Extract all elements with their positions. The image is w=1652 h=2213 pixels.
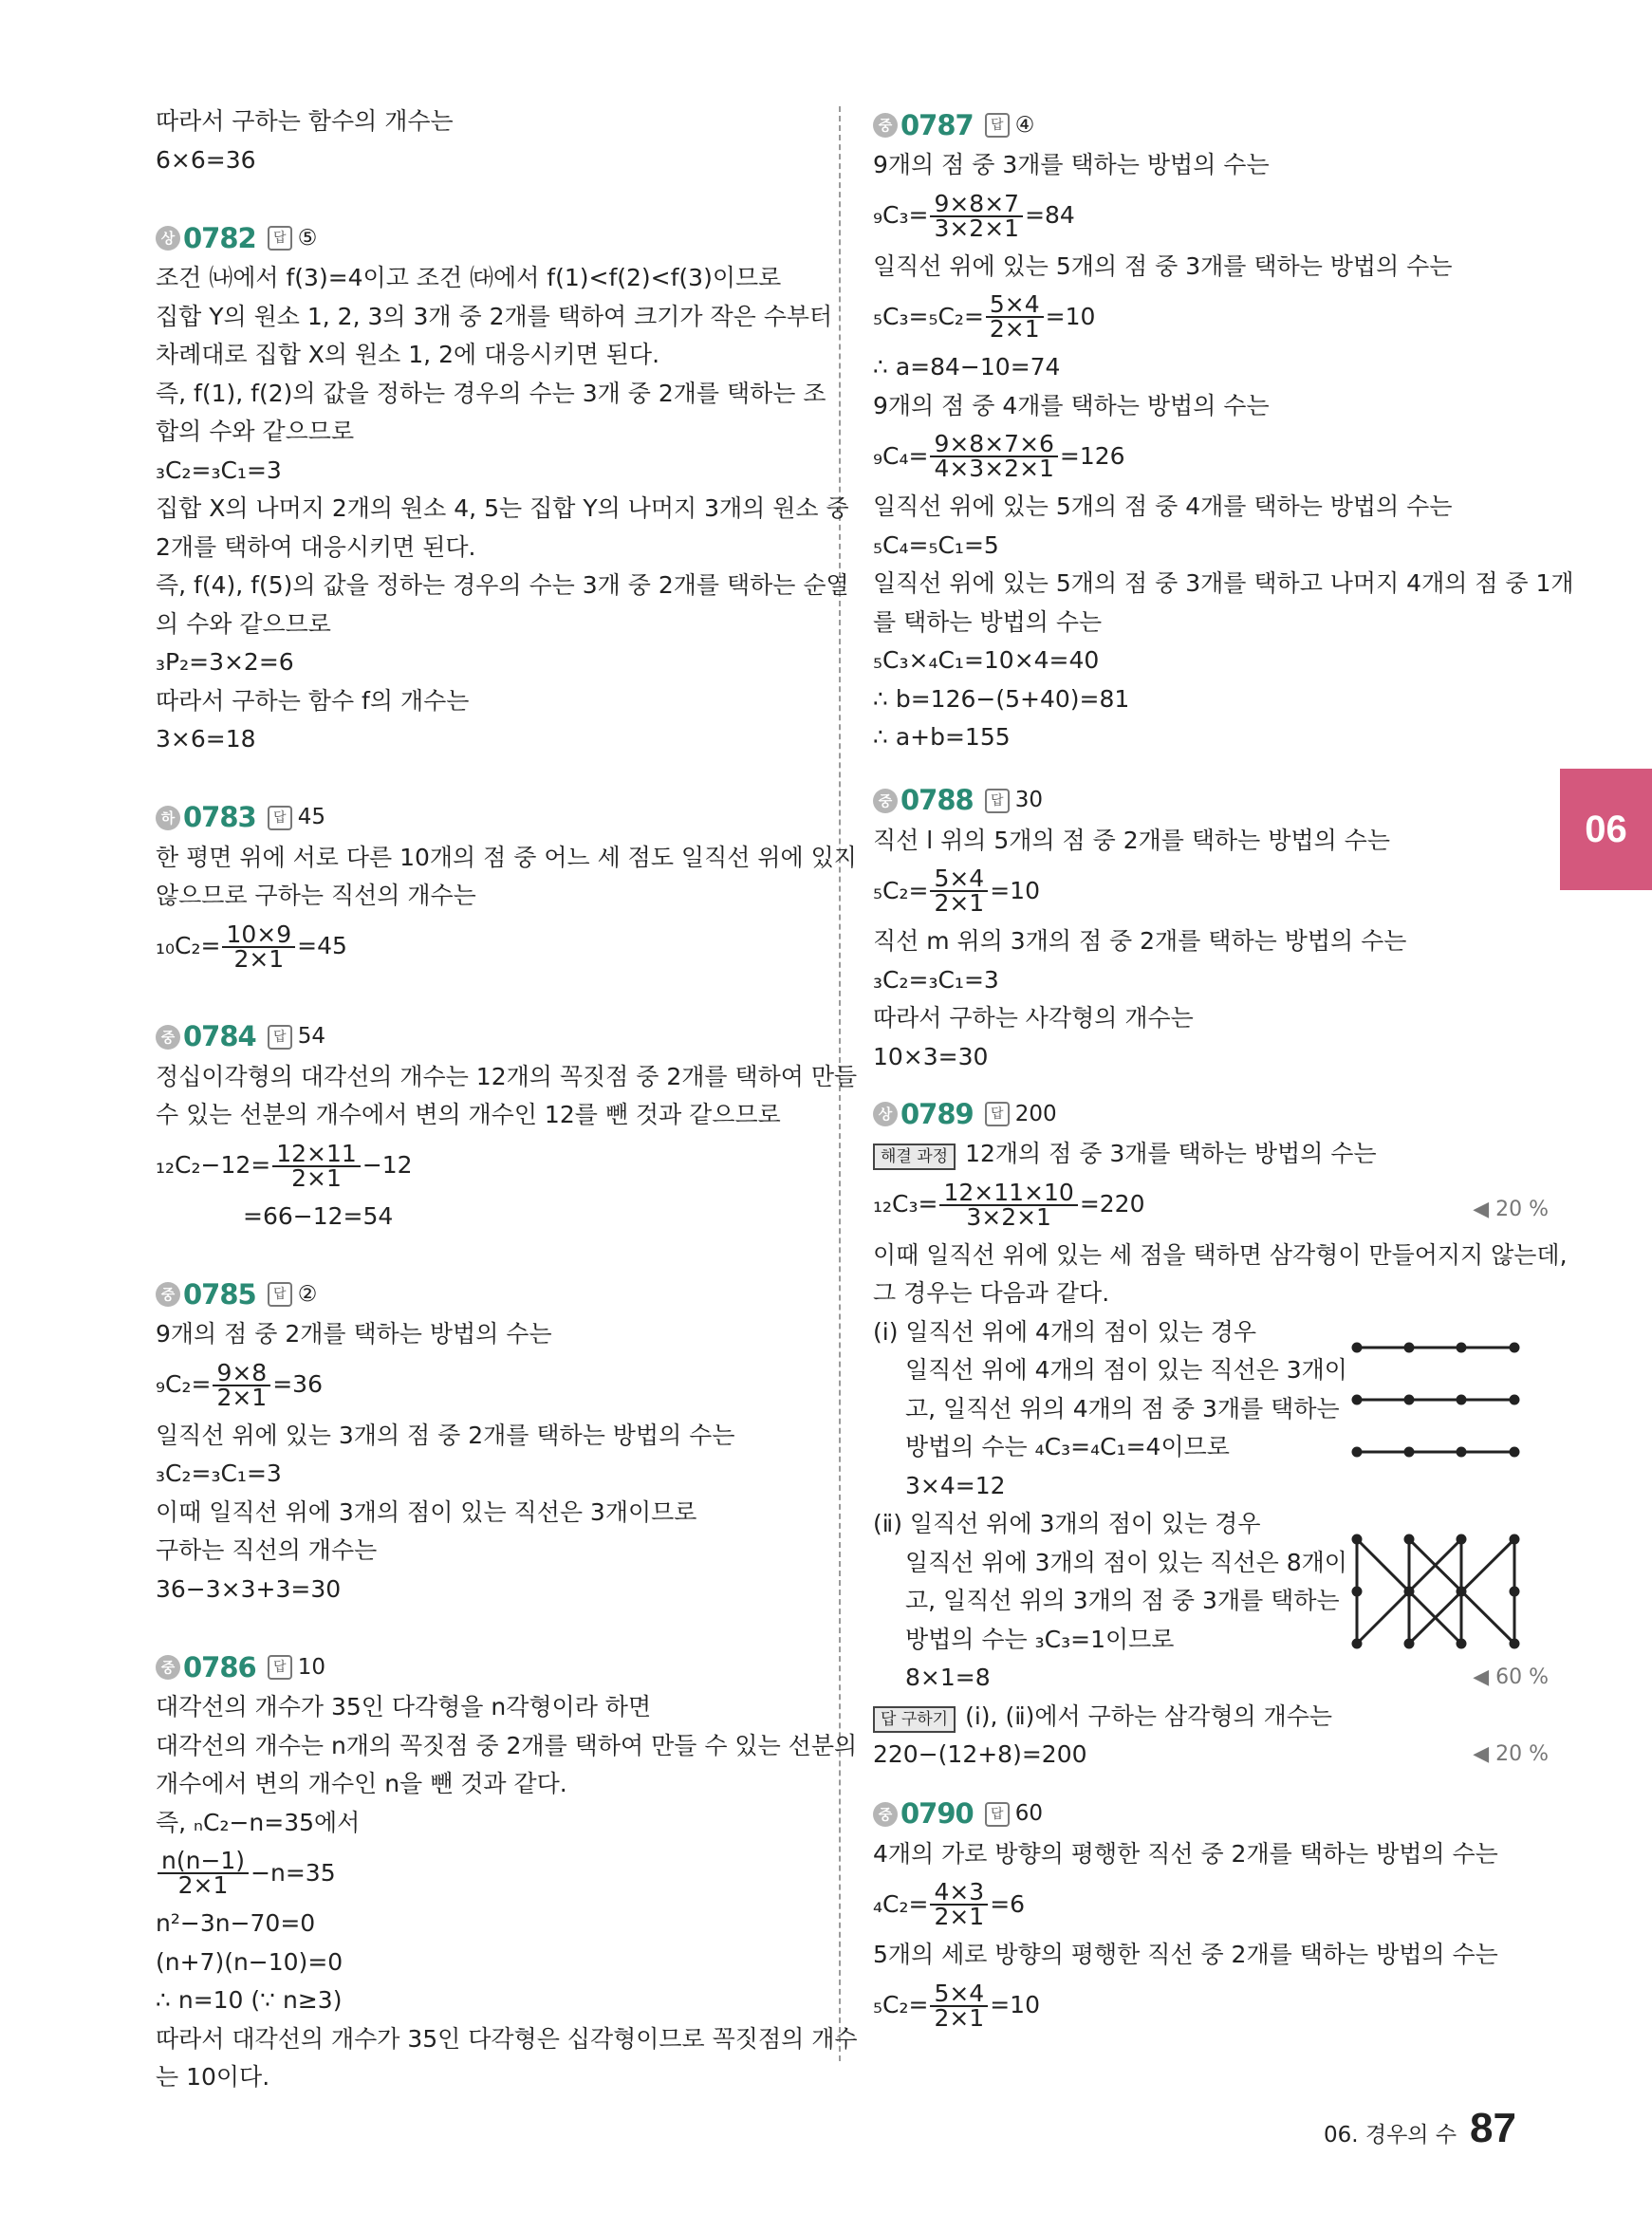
text-line: 3×4=12 — [905, 1471, 1006, 1499]
text-line: 일직선 위에 있는 5개의 점 중 3개를 택하는 방법의 수는 — [873, 251, 1453, 280]
denominator: 2×1 — [291, 1163, 342, 1192]
eq-rhs: =220 — [1079, 1190, 1145, 1218]
answer-icon: 답 — [268, 226, 292, 251]
problem-header-0789 — [873, 1093, 1528, 1135]
denominator: 2×1 — [177, 1871, 229, 1899]
eq-lhs: ₅C₃=₅C₂= — [873, 302, 984, 330]
answer-value: ⑤ — [297, 225, 318, 251]
text-line: 정십이각형의 대각선의 개수는 12개의 꼭짓점 중 2개를 택하여 만들 — [156, 1062, 858, 1090]
step-tag: 해결 과정 — [873, 1144, 956, 1170]
text-line: ₃C₂=₃C₁=3 — [156, 1460, 282, 1487]
answer-icon: 답 — [985, 1102, 1010, 1126]
numerator: 9×8×7 — [930, 193, 1023, 217]
equation — [156, 1137, 810, 1196]
text-line: 직선 l 위의 5개의 점 중 2개를 택하는 방법의 수는 — [873, 826, 1390, 854]
denominator: 2×1 — [233, 944, 285, 973]
text-line: 일직선 위에 있는 3개의 점 중 2개를 택하는 방법의 수는 — [156, 1421, 735, 1449]
text-line: 의 수와 같으므로 — [156, 609, 331, 638]
fraction — [930, 1878, 988, 1930]
numerator: 5×4 — [930, 1982, 988, 2007]
problem-header-0783 — [156, 797, 810, 839]
fraction — [939, 1178, 1077, 1231]
problem-header-0788 — [873, 780, 1528, 822]
answer-icon: 답 — [268, 1025, 292, 1050]
equation — [873, 1875, 1528, 1934]
numerator: 9×8×7×6 — [930, 433, 1057, 457]
text-line: 방법의 수는 ₃C₃=1이므로 — [905, 1625, 1175, 1653]
text-line: 고, 일직선 위의 4개의 점 중 3개를 택하는 — [905, 1394, 1340, 1423]
text-line — [873, 1698, 1528, 1737]
numerator: n(n−1) — [158, 1850, 249, 1874]
text-line: 따라서 구하는 함수의 개수는 — [156, 107, 454, 135]
text-line: ₃P₂=3×2=6 — [156, 648, 294, 676]
text-line: 9개의 점 중 2개를 택하는 방법의 수는 — [156, 1320, 552, 1348]
numerator: 9×8 — [213, 1362, 270, 1386]
text-line: 대각선의 개수는 n개의 꼭짓점 중 2개를 택하여 만들 수 있는 선분의 — [156, 1731, 858, 1759]
eq-lhs: ₁₀C₂= — [156, 932, 221, 960]
eq-lhs: ₉C₂= — [156, 1370, 212, 1399]
answer-value: 30 — [1014, 788, 1043, 813]
eq-rhs: =10 — [990, 876, 1040, 904]
score-percent: ◀ 20 % — [1473, 1742, 1549, 1766]
text-line: 4개의 가로 방향의 평행한 직선 중 2개를 택하는 방법의 수는 — [873, 1839, 1498, 1868]
eq-rhs: =84 — [1025, 201, 1075, 230]
fraction — [222, 920, 295, 973]
equation — [156, 1844, 810, 1903]
page-footer — [1324, 2105, 1516, 2152]
eq-lhs: ₄C₂= — [873, 1889, 929, 1918]
text-span: 12개의 점 중 3개를 택하는 방법의 수는 — [965, 1140, 1377, 1167]
eq-rhs: =126 — [1059, 441, 1125, 470]
eq-lhs: ₉C₃= — [873, 201, 929, 230]
eq-lhs: ₁₂C₃= — [873, 1190, 938, 1218]
level-badge: 상 — [156, 226, 180, 251]
equation — [873, 862, 1528, 921]
equation — [873, 187, 1528, 246]
numerator: 12×11 — [272, 1143, 361, 1167]
right-column — [873, 104, 1574, 2037]
text-line: 즉, f(1), f(2)의 값을 정하는 경우의 수는 3개 중 2개를 택하는 조 — [156, 379, 826, 407]
text-line: 36−3×3+3=30 — [156, 1574, 342, 1603]
score-percent: ◀ 60 % — [1473, 1665, 1549, 1689]
text-line: ∴ a+b=155 — [873, 723, 1011, 751]
eq-rhs: =45 — [297, 932, 347, 960]
equation — [873, 427, 1528, 486]
text-span: 220−(12+8)=200 — [873, 1740, 1087, 1768]
fraction — [213, 1358, 270, 1411]
text-line: 6×6=36 — [156, 145, 256, 174]
text-line: 10×3=30 — [873, 1042, 989, 1070]
problem-number: 0787 — [900, 108, 974, 141]
text-line: 개수에서 변의 개수인 n을 뺀 것과 같다. — [156, 1770, 567, 1797]
text-line: (ⅱ) 일직선 위에 3개의 점이 있는 경우 — [873, 1510, 1261, 1537]
text-line: 3×6=18 — [156, 725, 256, 753]
text-span: (ⅰ), (ⅱ)에서 구하는 삼각형의 개수는 — [965, 1702, 1333, 1730]
text-line: 조건 ㈏에서 f(3)=4이고 조건 ㈐에서 f(1)<f(2)<f(3)이므로 — [156, 264, 782, 291]
text-line: ₅C₃×₄C₁=10×4=40 — [873, 646, 1100, 674]
problem-number: 0784 — [183, 1020, 256, 1053]
answer-value: 10 — [297, 1654, 325, 1680]
problem-number: 0786 — [183, 1650, 256, 1683]
level-badge: 중 — [873, 113, 898, 138]
level-badge: 중 — [873, 789, 898, 813]
chapter-title: 06. 경우의 수 — [1323, 2123, 1457, 2148]
denominator: 2×1 — [934, 2003, 985, 2032]
eq-rhs: =10 — [990, 1991, 1040, 2019]
denominator: 3×2×1 — [934, 214, 1020, 242]
eq-rhs: =36 — [272, 1370, 323, 1399]
problem-header-0786 — [156, 1646, 810, 1688]
text-line: 따라서 대각선의 개수가 35인 다각형은 십각형이므로 꼭짓점의 개수 — [156, 2024, 858, 2053]
eq-rhs: −n=35 — [251, 1858, 336, 1887]
numerator: 10×9 — [222, 923, 295, 948]
text-line: 따라서 구하는 사각형의 개수는 — [873, 1004, 1194, 1032]
problem-header-0782 — [156, 217, 810, 259]
text-line: 따라서 구하는 함수 f의 개수는 — [156, 686, 470, 715]
answer-value: 60 — [1014, 1801, 1043, 1827]
text-line: ₃C₂=₃C₁=3 — [873, 965, 999, 994]
text-line: ∴ a=84−10=74 — [873, 353, 1061, 381]
equation — [156, 1356, 810, 1415]
numerator: 5×4 — [986, 293, 1044, 318]
text-line: 고, 일직선 위의 3개의 점 중 3개를 택하는 — [905, 1587, 1340, 1614]
problem-header-0785 — [156, 1274, 810, 1315]
score-percent: ◀ 20 % — [1473, 1197, 1549, 1221]
fraction — [986, 290, 1044, 343]
text-line: 9개의 점 중 4개를 택하는 방법의 수는 — [873, 391, 1270, 419]
text-line: 구하는 직선의 개수는 — [156, 1536, 378, 1564]
eq-rhs: −12 — [362, 1151, 413, 1180]
text-line: 직선 m 위의 3개의 점 중 2개를 택하는 방법의 수는 — [873, 927, 1407, 955]
eq-lhs: ₉C₄= — [873, 441, 929, 470]
page-number: 87 — [1470, 2105, 1516, 2151]
text-line: (ⅰ) 일직선 위에 4개의 점이 있는 경우 — [873, 1317, 1256, 1346]
chapter-tab[interactable]: 06 — [1560, 769, 1652, 890]
level-badge: 중 — [156, 1282, 180, 1307]
level-badge: 중 — [873, 1802, 898, 1827]
text-line: ₃C₂=₃C₁=3 — [156, 456, 282, 484]
numerator: 5×4 — [930, 867, 988, 892]
problem-header-0784 — [156, 1016, 810, 1058]
problem-number: 0785 — [183, 1277, 256, 1311]
denominator: 2×1 — [934, 1903, 985, 1930]
text-line: 5개의 세로 방향의 평행한 직선 중 2개를 택하는 방법의 수는 — [873, 1941, 1498, 1968]
text-line: 이때 일직선 위에 3개의 점이 있는 직선은 3개이므로 — [156, 1497, 697, 1526]
text-line: ₅C₄=₅C₁=5 — [873, 530, 999, 559]
eq-rhs: =10 — [1045, 302, 1096, 330]
text-line: (n+7)(n−10)=0 — [156, 1947, 343, 1976]
fraction — [930, 430, 1057, 482]
problem-number: 0789 — [900, 1097, 974, 1130]
figure-four-point-lines — [1351, 1332, 1522, 1465]
answer-icon: 답 — [268, 806, 292, 830]
problem-header-0787 — [873, 104, 1528, 146]
text-line: ∴ n=10 (∵ n≥3) — [156, 1986, 343, 2014]
text-line: 합의 수와 같으므로 — [156, 418, 355, 445]
text-line: ∴ b=126−(5+40)=81 — [873, 684, 1130, 713]
equation — [873, 1176, 1549, 1235]
denominator: 4×3×2×1 — [934, 455, 1054, 482]
answer-icon: 답 — [268, 1282, 292, 1307]
text-line: 를 택하는 방법의 수는 — [873, 607, 1103, 636]
text-line: 즉, ₙC₂−n=35에서 — [156, 1808, 361, 1836]
text-line: 일직선 위에 4개의 점이 있는 직선은 3개이 — [905, 1356, 1347, 1384]
text-line — [873, 1736, 1549, 1775]
problem-number: 0788 — [900, 784, 974, 817]
left-column — [156, 102, 858, 2097]
problem-number: 0782 — [183, 221, 256, 254]
level-badge: 상 — [873, 1102, 898, 1126]
answer-value: 45 — [297, 805, 325, 830]
eq-rhs: =6 — [990, 1889, 1026, 1918]
eq-lhs: ₅C₂= — [873, 876, 929, 904]
text-line: 일직선 위에 있는 5개의 점 중 4개를 택하는 방법의 수는 — [873, 493, 1453, 520]
level-badge: 중 — [156, 1655, 180, 1680]
text-line: 한 평면 위에 서로 다른 10개의 점 중 어느 세 점도 일직선 위에 있지 — [156, 843, 857, 871]
fraction — [158, 1847, 249, 1899]
fraction — [930, 867, 988, 915]
denominator: 2×1 — [216, 1383, 268, 1411]
text-line: 는 10이다. — [156, 2063, 270, 2091]
text-line: 9개의 점 중 3개를 택하는 방법의 수는 — [873, 151, 1270, 178]
text-line: 대각선의 개수가 35인 다각형을 n각형이라 하면 — [156, 1693, 652, 1720]
text-line: 집합 X의 나머지 2개의 원소 4, 5는 집합 Y의 나머지 3개의 원소 중 — [156, 494, 849, 522]
level-badge: 하 — [156, 806, 180, 830]
text-line: 즉, f(4), f(5)의 값을 정하는 경우의 수는 3개 중 2개를 택하는 순열 — [156, 571, 849, 599]
denominator: 3×2×1 — [966, 1202, 1051, 1231]
text-span: 8×1=8 — [905, 1664, 991, 1691]
answer-value: 200 — [1014, 1101, 1057, 1126]
text-line: 집합 Y의 원소 1, 2, 3의 3개 중 2개를 택하여 크기가 작은 수부터 — [156, 302, 833, 330]
denominator: 2×1 — [934, 889, 985, 917]
text-line: =66−12=54 — [243, 1201, 394, 1230]
text-line — [873, 1135, 1528, 1174]
problem-number: 0790 — [900, 1797, 974, 1831]
eq-lhs: ₅C₂= — [873, 1991, 929, 2019]
text-line: 않으므로 구하는 직선의 개수는 — [156, 882, 476, 909]
figure-grid-diagonals — [1351, 1532, 1522, 1655]
answer-value: 54 — [297, 1024, 325, 1050]
numerator: 4×3 — [930, 1881, 988, 1906]
text-line: 방법의 수는 ₄C₃=₄C₁=4이므로 — [905, 1433, 1230, 1460]
eq-lhs: ₁₂C₂−12= — [156, 1151, 271, 1180]
problem-header-0790 — [873, 1794, 1528, 1835]
answer-icon: 답 — [985, 1802, 1010, 1827]
text-line: 수 있는 선분의 개수에서 변의 개수인 12를 뺀 것과 같으므로 — [156, 1101, 781, 1128]
text-line — [873, 1659, 1549, 1698]
fraction — [930, 189, 1023, 242]
answer-value: ④ — [1014, 112, 1035, 138]
fraction — [930, 1979, 988, 2032]
answer-value: ② — [297, 1281, 318, 1307]
equation — [156, 918, 810, 976]
answer-icon: 답 — [985, 789, 1010, 813]
level-badge: 중 — [156, 1025, 180, 1050]
text-line: 일직선 위에 있는 5개의 점 중 3개를 택하고 나머지 4개의 점 중 1개 — [873, 569, 1574, 597]
numerator: 12×11×10 — [939, 1181, 1077, 1206]
equation — [873, 288, 1528, 346]
text-line: 이때 일직선 위에 있는 세 점을 택하면 삼각형이 만들어지지 않는데, — [873, 1240, 1568, 1269]
answer-icon: 답 — [985, 113, 1010, 138]
answer-icon: 답 — [268, 1655, 292, 1680]
denominator: 2×1 — [989, 315, 1040, 343]
text-line: 일직선 위에 3개의 점이 있는 직선은 8개이 — [905, 1548, 1347, 1576]
text-line: n²−3n−70=0 — [156, 1909, 316, 1937]
text-line: 2개를 택하여 대응시키면 된다. — [156, 532, 476, 561]
text-line: 차례대로 집합 X의 원소 1, 2에 대응시키면 된다. — [156, 341, 660, 368]
step-tag: 답 구하기 — [873, 1706, 956, 1733]
text-line: 그 경우는 다음과 같다. — [873, 1279, 1110, 1307]
equation — [873, 1977, 1528, 2036]
problem-number: 0783 — [183, 801, 256, 834]
fraction — [272, 1139, 361, 1192]
